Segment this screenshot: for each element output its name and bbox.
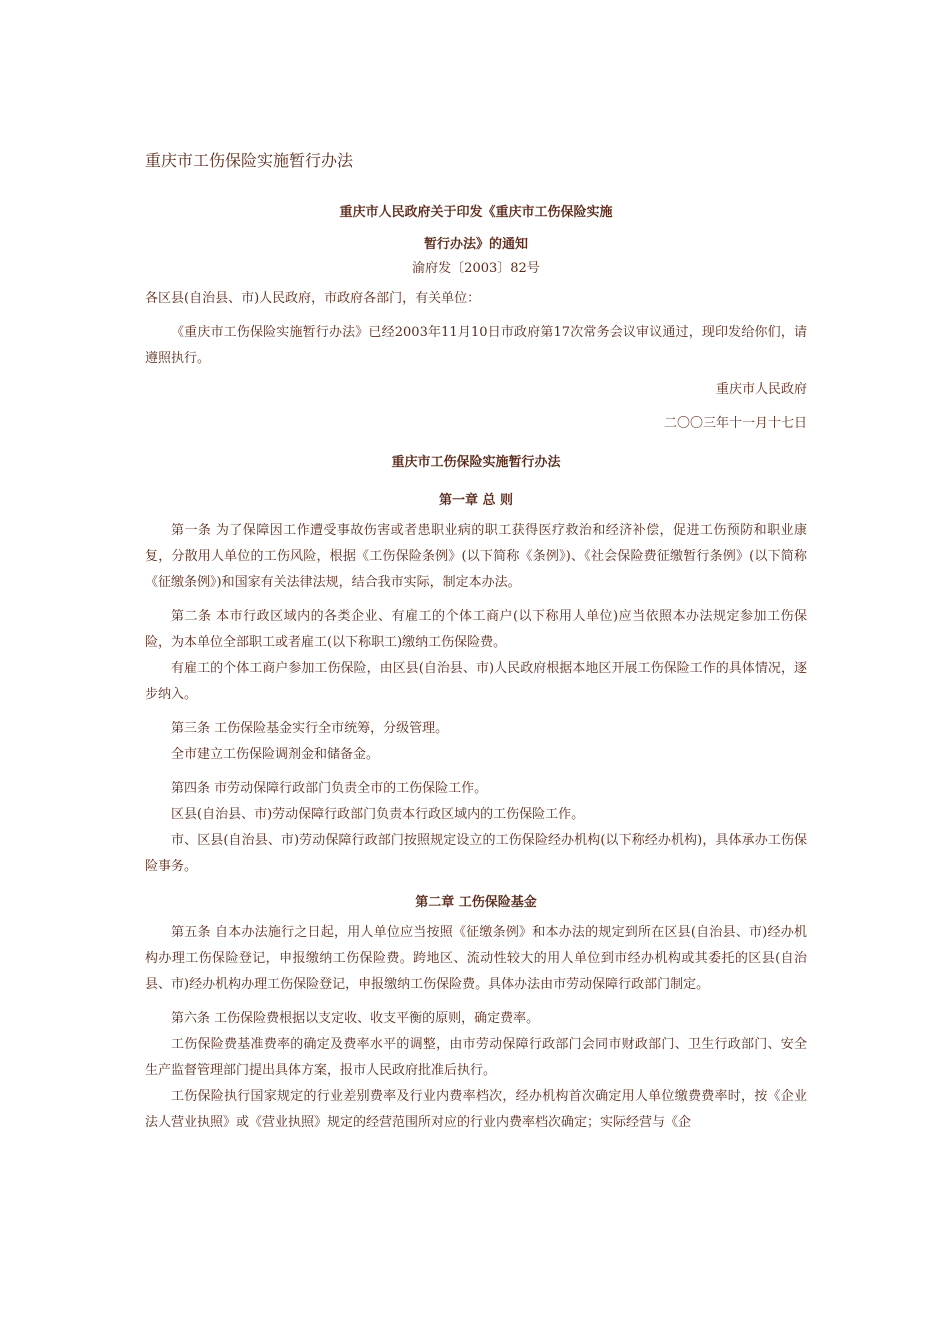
article-2-paragraph-1: 第二条 本市行政区域内的各类企业、有雇工的个体工商户(以下称用人单位)应当依照本办法规定参加工伤保险，为本单位全部职工或者雇工(以下称职工)缴纳工伤保险费。 xyxy=(145,609,807,650)
article-4-paragraph-1: 第四条 市劳动保障行政部门负责全市的工伤保险工作。 xyxy=(171,781,488,796)
article-3-paragraph-2: 全市建立工伤保险调剂金和储备金。 xyxy=(171,747,380,762)
chapter-1-heading: 第一章 总 则 xyxy=(438,493,514,508)
article-6-paragraph-2: 工伤保险费基准费率的确定及费率水平的调整，由市劳动保障行政部门会同市财政部门、卫生行政部门、安全生产监督管理部门提出具体方案，报市人民政府批准后执行。 xyxy=(145,1037,807,1078)
notice-body: 《重庆市工伤保险实施暂行办法》已经2003年11月10日市政府第17次常务会议审议通过，现印发给你们，请遵照执行。 xyxy=(145,325,807,366)
notice-date: 二〇〇三年十一月十七日 xyxy=(663,416,807,431)
document-number: 渝府发〔2003〕82号 xyxy=(412,261,540,276)
article-4-paragraph-3: 市、区县(自治县、市)劳动保障行政部门按照规定设立的工伤保险经办机构(以下称经办机构)，具体承办工伤保险事务。 xyxy=(145,833,807,874)
notice-title-line1: 重庆市人民政府关于印发《重庆市工伤保险实施 xyxy=(339,205,613,220)
notice-addressee: 各区县(自治县、市)人民政府，市政府各部门，有关单位： xyxy=(145,291,481,306)
article-6-paragraph-1: 第六条 工伤保险费根据以支定收、收支平衡的原则，确定费率。 xyxy=(171,1011,540,1026)
article-6-paragraph-3: 工伤保险执行国家规定的行业差别费率及行业内费率档次，经办机构首次确定用人单位缴费费率时，按《企业法人营业执照》或《营业执照》规定的经营范围所对应的行业内费率档次确定；实际经营与《企 xyxy=(145,1089,807,1130)
article-1: 第一条 为了保障因工作遭受事故伤害或者患职业病的职工获得医疗救治和经济补偿，促进工伤预防和职业康复，分散用人单位的工伤风险，根据《工伤保险条例》(以下简称《条例》)、《社会保险费征缴暂行条例》(以下简称《征缴条例》)和国家有关法律法规，结合我市实际，制定本办法。 xyxy=(145,523,807,590)
notice-signer: 重庆市人民政府 xyxy=(715,382,807,397)
notice-title-line2: 暂行办法》的通知 xyxy=(423,237,528,252)
document-page xyxy=(145,150,807,1136)
article-4-paragraph-2: 区县(自治县、市)劳动保障行政部门负责本行政区域内的工伤保险工作。 xyxy=(171,807,585,822)
article-3-paragraph-1: 第三条 工伤保险基金实行全市统筹，分级管理。 xyxy=(171,721,449,736)
chapter-2-heading: 第二章 工伤保险基金 xyxy=(415,895,537,910)
article-5: 第五条 自本办法施行之日起，用人单位应当按照《征缴条例》和本办法的规定到所在区县(自治县、市)经办机构办理工伤保险登记，申报缴纳工伤保险费。跨地区、流动性较大的用人单位到市经办机构或其委托的区县(自治县、市)经办机构办理工伤保险登记，申报缴纳工伤保险费。具体办法由市劳动保障行政部门制定。 xyxy=(145,925,807,992)
regulation-title: 重庆市工伤保险实施暂行办法 xyxy=(391,455,561,470)
article-2-paragraph-2: 有雇工的个体工商户参加工伤保险，由区县(自治县、市)人民政府根据本地区开展工伤保险工作的具体情况，逐步纳入。 xyxy=(145,661,807,702)
document-title: 重庆市工伤保险实施暂行办法 xyxy=(145,151,354,170)
